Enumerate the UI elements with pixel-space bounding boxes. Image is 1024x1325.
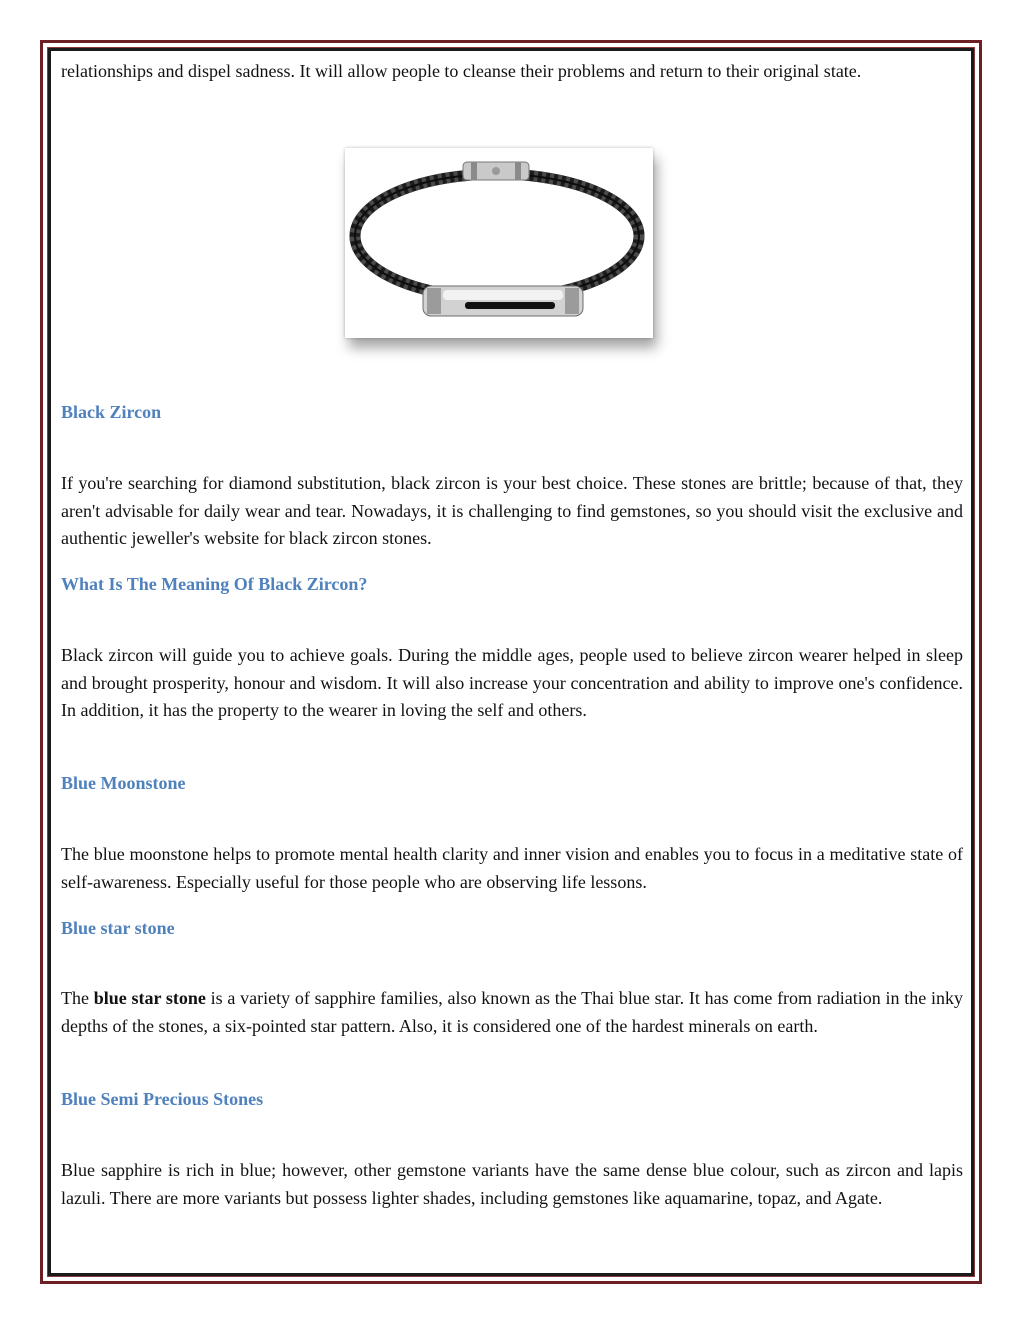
paragraph-blue-star-stone — [61, 985, 963, 1040]
heading-meaning-black-zircon: What Is The Meaning Of Black Zircon? — [61, 574, 368, 594]
heading-black-zircon: Black Zircon — [61, 402, 162, 422]
paragraph-blue-moonstone: The blue moonstone helps to promote mental health clarity and inner vision and enables you to focus in a meditative state of self-awareness. Especially useful for those people who are observing life lessons. — [61, 844, 963, 892]
blue-star-bold-link: blue star stone — [93, 988, 206, 1008]
paragraph-black-zircon: If you're searching for diamond substitution, black zircon is your best choice. These stones are brittle; because of that, they aren't advisable for daily wear and tear. Nowadays, it is challenging to find gemstones, so you should visit the exclusive and authentic jeweller's website for black zircon stones. — [61, 473, 963, 548]
heading-blue-moonstone: Blue Moonstone — [61, 773, 186, 793]
bracelet-illustration — [345, 148, 653, 338]
intro-paragraph: relationships and dispel sadness. It will allow people to cleanse their problems and return to their original state. — [61, 61, 862, 81]
blue-star-suffix: is a variety of sapphire families, also known as the Thai blue star. It has come from radiation in the inky depths of the stones, a six-pointed star pattern. Also, it is considered one of the hardest minerals on earth. — [61, 988, 963, 1036]
heading-blue-semi-precious: Blue Semi Precious Stones — [61, 1089, 264, 1109]
blue-star-prefix: The — [61, 988, 94, 1008]
heading-blue-star-stone: Blue star stone — [61, 918, 175, 938]
bracelet-image — [345, 148, 653, 338]
paragraph-meaning-black-zircon: Black zircon will guide you to achieve goals. During the middle ages, people used to believe zircon wearer helped in sleep and brought prosperity, honour and wisdom. It will also increase your concentration and ability to improve one's confidence. In addition, it has the property to the wearer in loving the self and others. — [61, 645, 963, 720]
paragraph-blue-semi-precious: Blue sapphire is rich in blue; however, other gemstone variants have the same dense blue colour, such as zircon and lapis lazuli. There are more variants but possess lighter shades, including gemstones like aquamarine, topaz, and Agate. — [61, 1160, 963, 1208]
